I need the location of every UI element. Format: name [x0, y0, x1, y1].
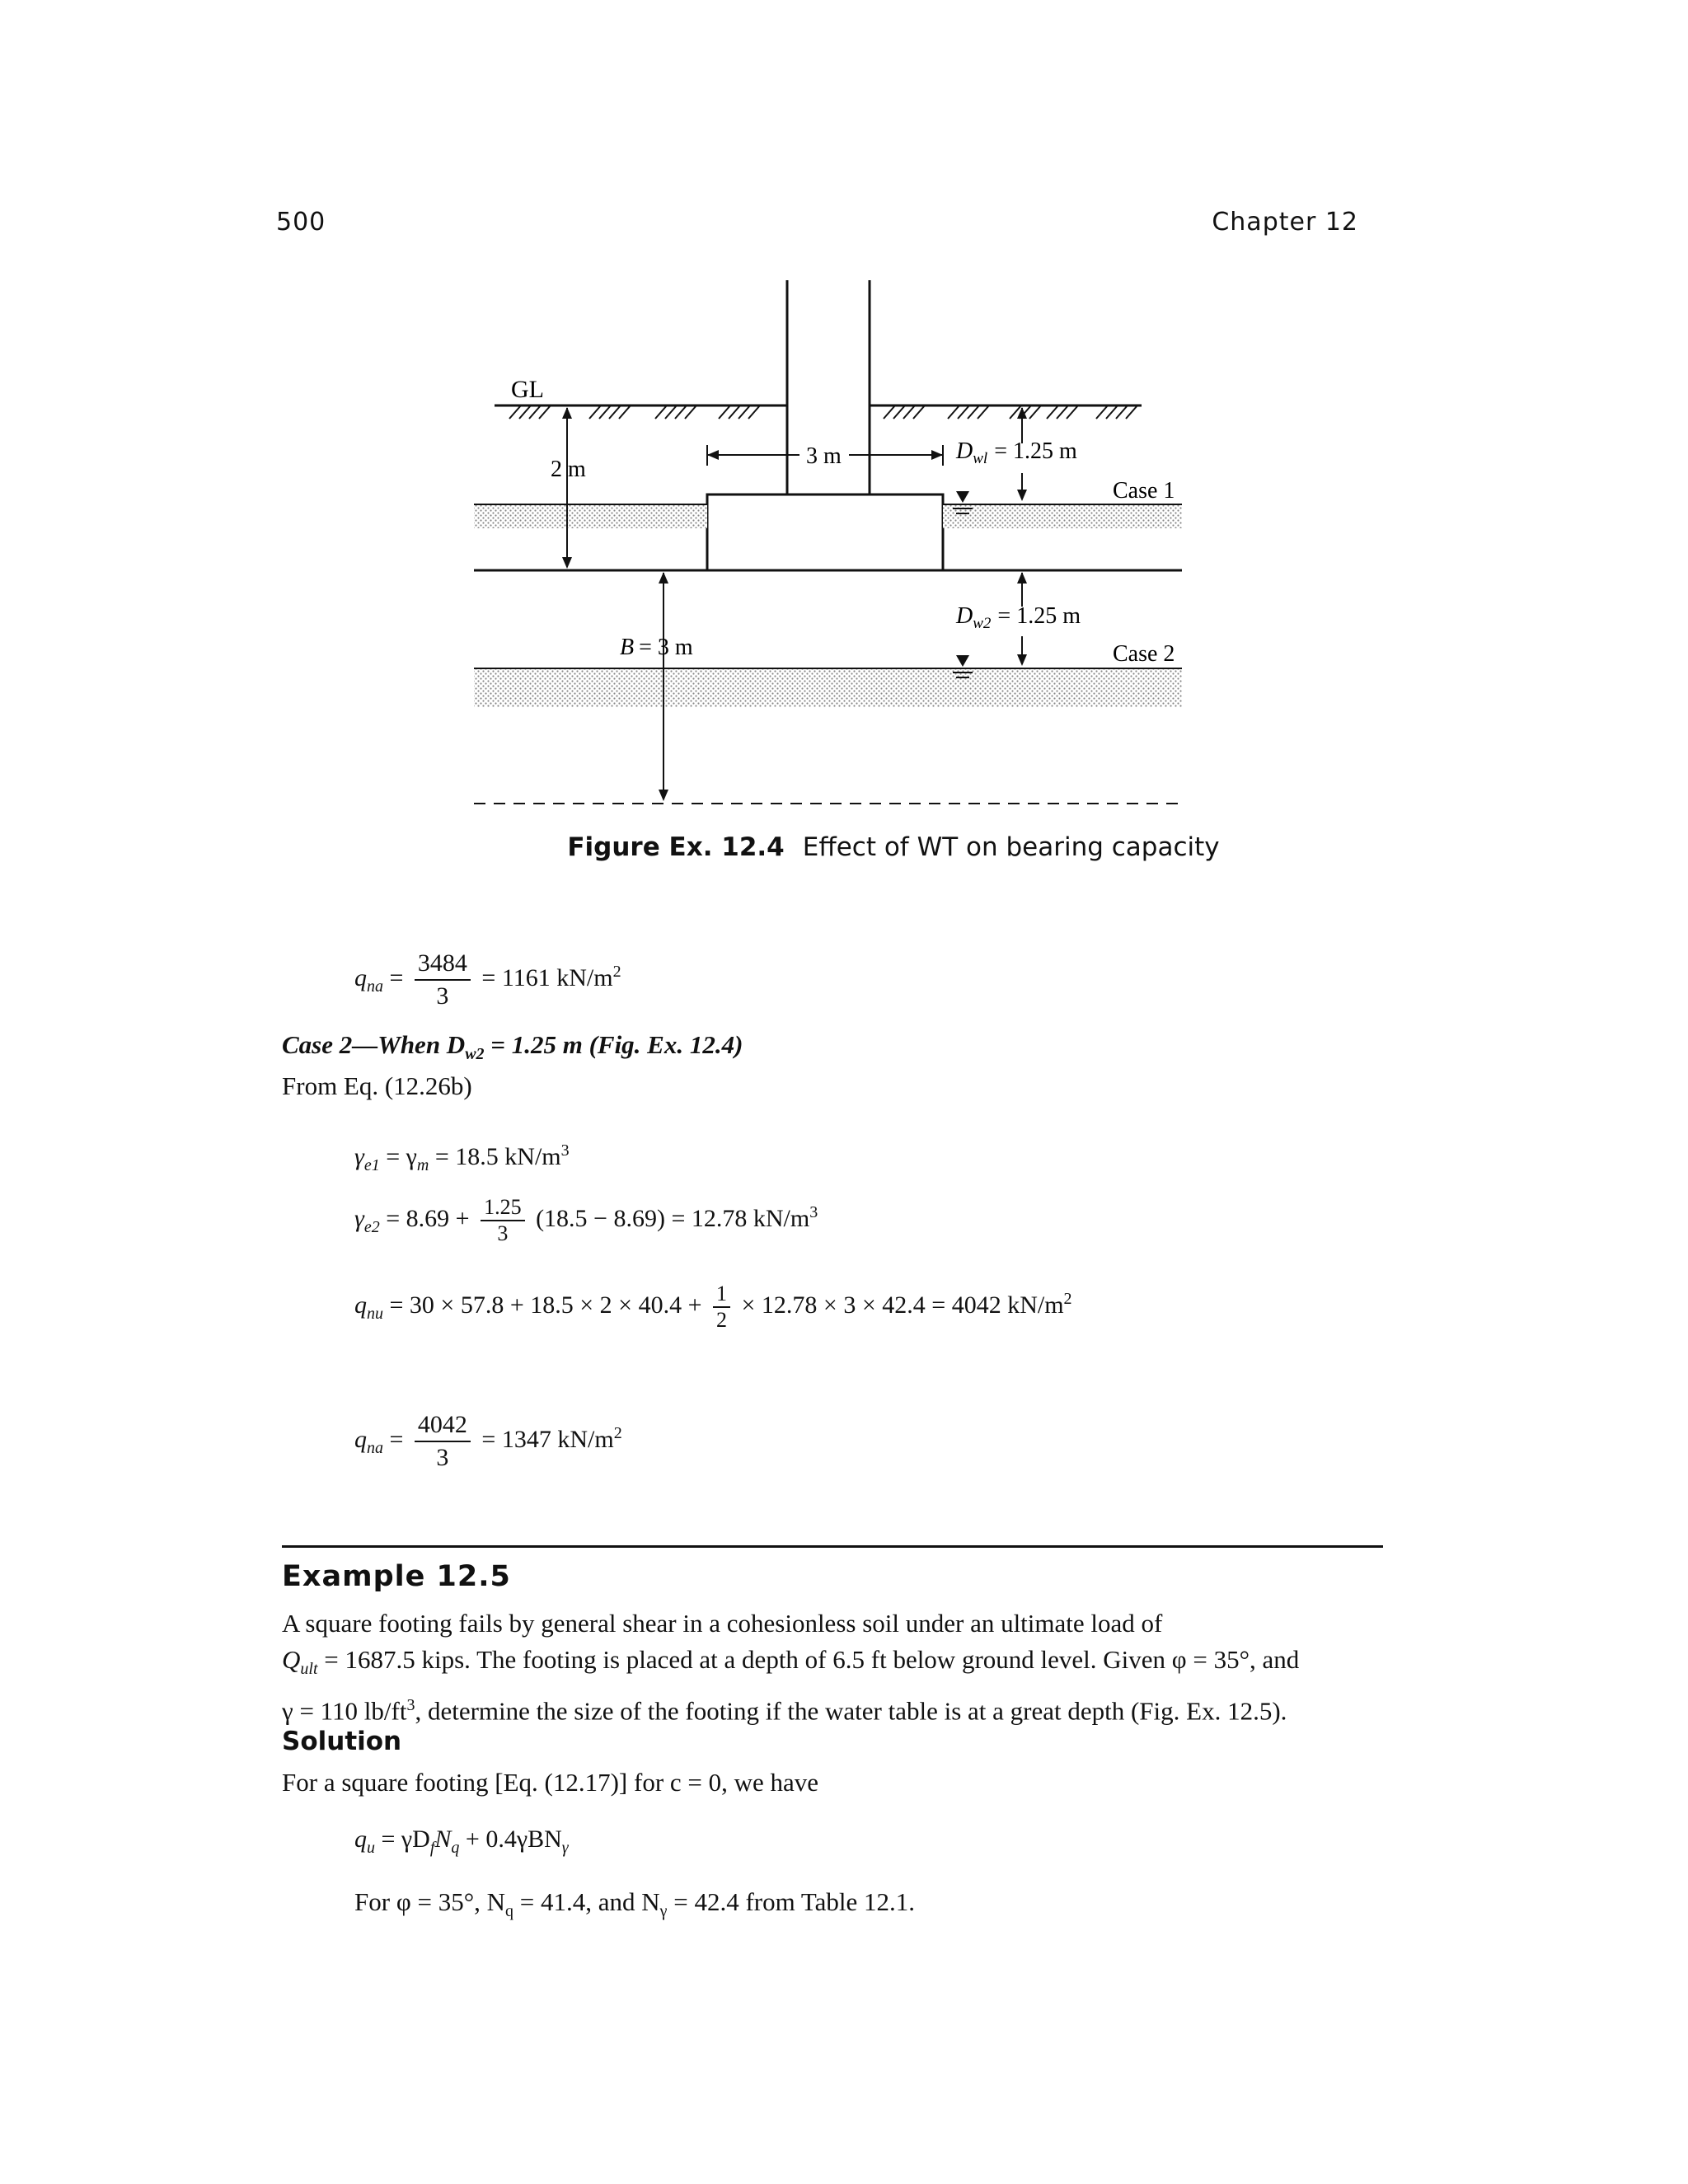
- example-title: Example 12.5: [282, 1560, 511, 1593]
- water-zone-case1-right: [943, 505, 1182, 528]
- solution-line-1: For a square footing [Eq. (12.17)] for c = 0, we have: [282, 1768, 819, 1797]
- section-rule: [282, 1545, 1383, 1548]
- water-zone-case1-left: [474, 505, 707, 528]
- figure-caption: [0, 832, 1688, 862]
- dim-2m-label: 2 m: [551, 457, 586, 482]
- chapter-label: Chapter 12: [1212, 208, 1358, 237]
- figure-diagram: [0, 0, 1688, 824]
- dwl-label: $D_{wl} = 1.25$ m: [956, 438, 1077, 467]
- equation-qna-case1: $q_{na}$ = $\frac{3484}{3}$ = 1161 $kN/m^2$: [354, 949, 621, 1010]
- footing: [707, 494, 943, 570]
- ground-hatching: [509, 405, 1137, 419]
- dw2-label: $D_{w2} = 1.25$ m: [956, 603, 1081, 632]
- equation-qu: $q_u = \gamma D_fN_q + 0.4\gamma BN_\gamma$: [354, 1825, 569, 1857]
- figure-caption-label: Figure Ex. 12.4: [567, 832, 785, 862]
- equation-gamma-e2: $\gamma_{e2} = 8.69$ + $\frac{1.25}{3}$ (18.5 − 8.69) = 12.78 $kN/m^3$: [354, 1195, 818, 1245]
- example-line-1: A square footing fails by general shear in a cohesionless soil under an ultimate load of: [282, 1609, 1163, 1638]
- water-zone-case2: [474, 669, 1182, 707]
- solution-title: Solution: [282, 1727, 402, 1756]
- dim-3m-label: 3 m: [806, 443, 842, 469]
- page-number: 500: [276, 208, 326, 237]
- figure-caption-text: Effect of WT on bearing capacity: [802, 832, 1220, 862]
- equation-qnu: $q_{nu} = 30 \times 57.8 + 18.5 \times 2 \times 40.4$ + $\frac{1}{2}$ × 12.78 × 3 × 42.4 = 4042 $kN/m^2$: [354, 1282, 1072, 1332]
- example-line-2: $Q_{ult} = 1687.5$ kips. The footing is placed at a depth of 6.5 ft below ground level. Given φ = 35°, and: [282, 1645, 1300, 1679]
- solution-line-2: For φ = 35°, $N_q = 41.4$, and $N_\gamma = 42.4$ from Table 12.1.: [354, 1887, 916, 1921]
- equation-qna-case2: $q_{na}$ = $\frac{4042}{3}$ = 1347 $kN/m^2$: [354, 1411, 622, 1471]
- case2-heading: Case 2—When $D_{w2} = 1.25$ m (Fig. Ex. 12.4): [282, 1030, 743, 1064]
- equation-gamma-e1: $\gamma_{e1} = \gamma_m = 18.5$ $kN/m^3$: [354, 1141, 570, 1174]
- case2-label: Case 2: [1113, 641, 1175, 667]
- b-label: B = 3 m: [620, 635, 693, 660]
- gl-label: GL: [511, 376, 544, 403]
- example-paragraph: [282, 1605, 1383, 1730]
- example-line-3: γ = 110 $lb/ft^3$, determine the size of the footing if the water table is at a great depth (Fig. Ex. 12.5).: [282, 1696, 1287, 1726]
- from-equation-text: From Eq. (12.26b): [282, 1071, 472, 1100]
- case1-label: Case 1: [1113, 478, 1175, 504]
